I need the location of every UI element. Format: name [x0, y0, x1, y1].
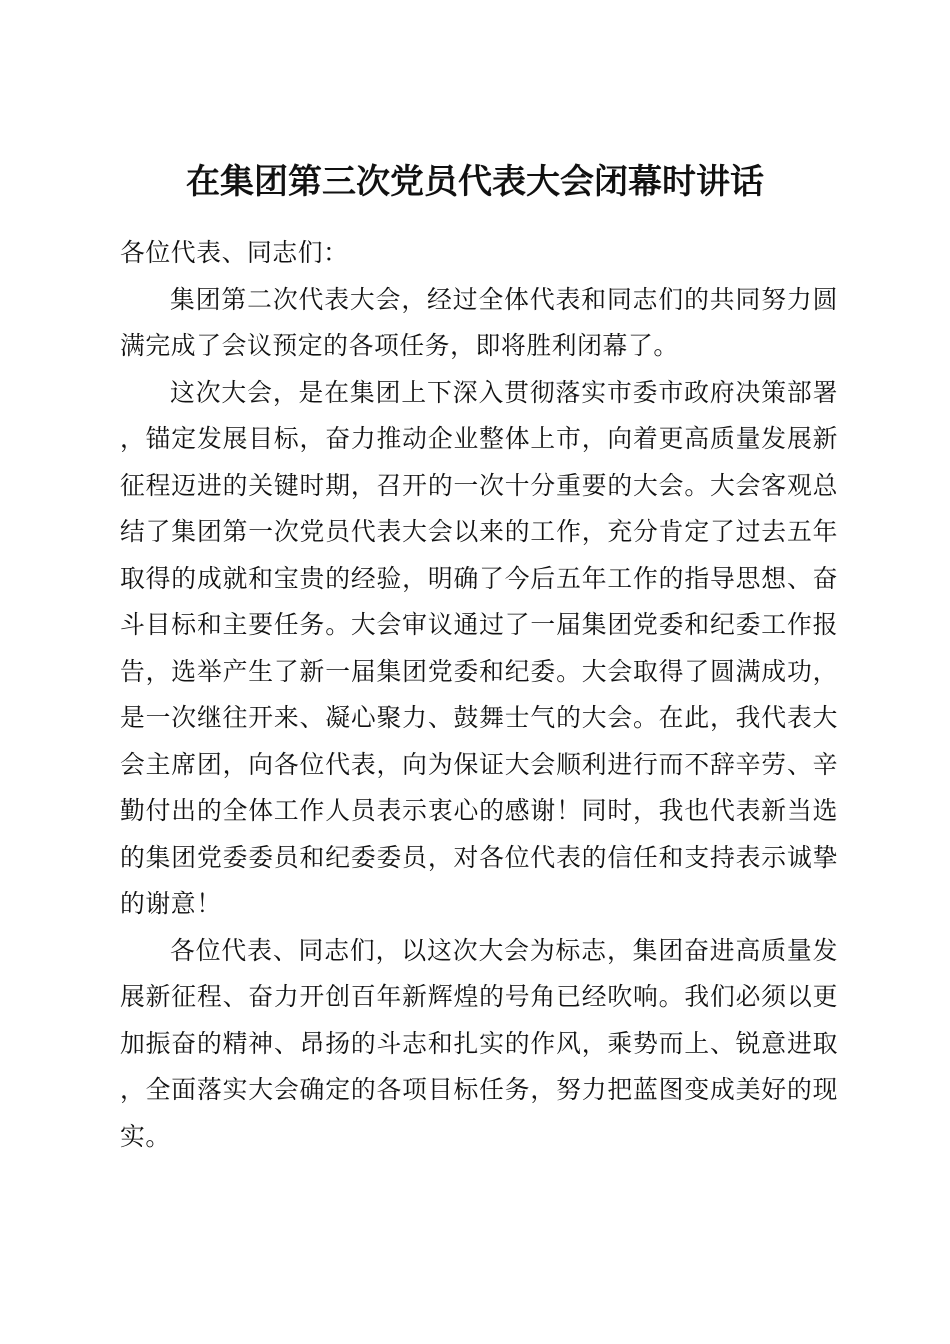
- paragraph-2: 这次大会，是在集团上下深入贯彻落实市委市政府决策部署，锚定发展目标，奋力推动企业整体上市，向着更高质量发展新征程迈进的关键时期，召开的一次十分重要的大会。大会客观总结了集团第一次党员代表大会以来的工作，充分肯定了过去五年取得的成就和宝贵的经验，明确了今后五年工作的指导思想、奋斗目标和主要任务。大会审议通过了一届集团党委和纪委工作报告，选举产生了新一届集团党委和纪委。大会取得了圆满成功，是一次继往开来、凝心聚力、鼓舞士气的大会。在此，我代表大会主席团，向各位代表，向为保证大会顺利进行而不辞辛劳、辛勤付出的全体工作人员表示衷心的感谢！同时，我也代表新当选的集团党委委员和纪委委员，对各位代表的信任和支持表示诚挚的谢意！: [120, 377, 838, 918]
- paragraph-3: 各位代表、同志们，以这次大会为标志，集团奋进高质量发展新征程、奋力开创百年新辉煌的号角已经吹响。我们必须以更加振奋的精神、昂扬的斗志和扎实的作风，乘势而上、锐意进取，全面落实大会确定的各项目标任务，努力把蓝图变成美好的现实。: [120, 935, 838, 1151]
- paragraph-1: 集团第二次代表大会，经过全体代表和同志们的共同努力圆满完成了会议预定的各项任务，即将胜利闭幕了。: [120, 284, 838, 360]
- document-body: [120, 230, 838, 1160]
- document-title: 在集团第三次党员代表大会闭幕时讲话: [186, 161, 764, 202]
- salutation: 各位代表、同志们：: [120, 238, 349, 267]
